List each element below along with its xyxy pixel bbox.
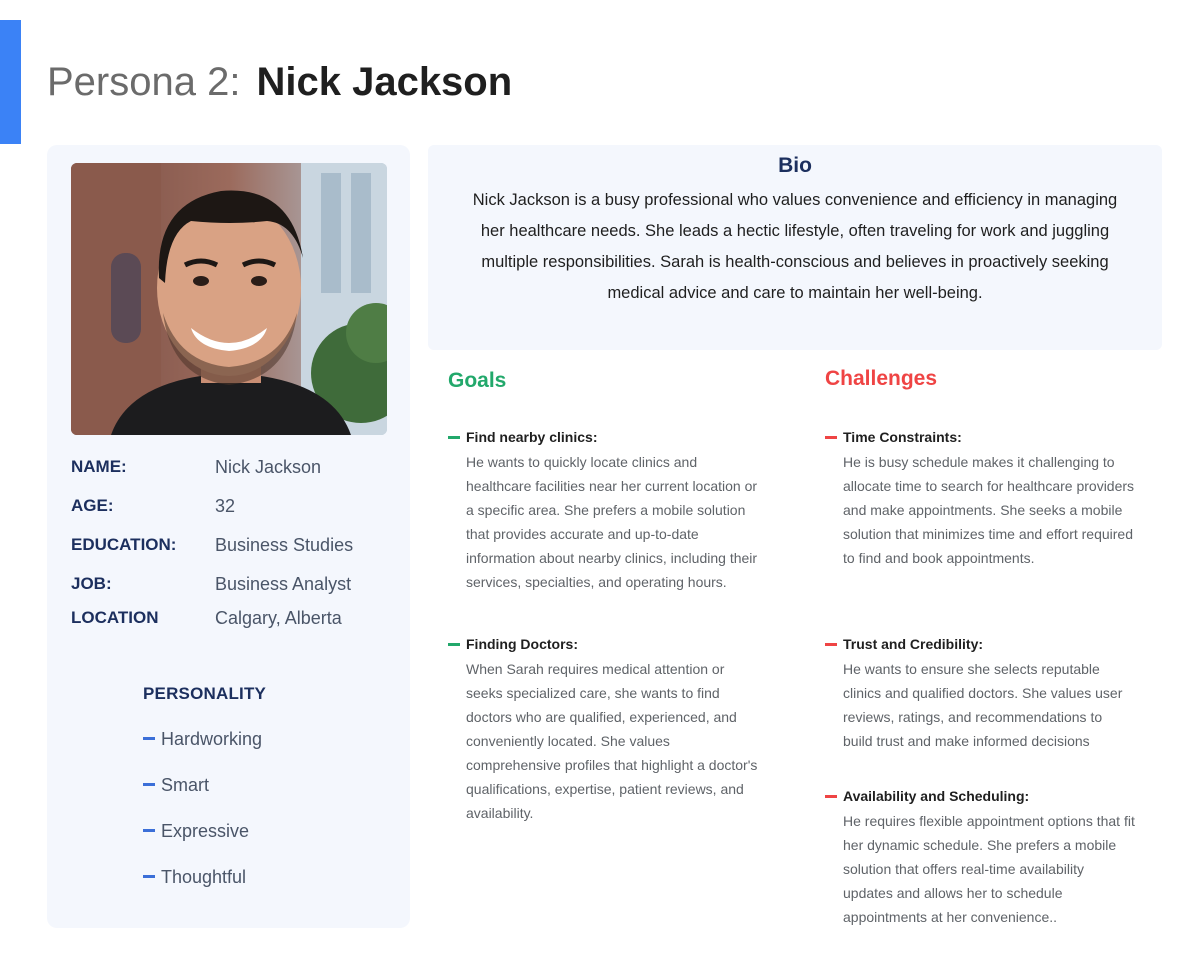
persona-number: Persona 2: [47,60,241,104]
dash-icon [143,829,155,832]
personality-label: Thoughtful [161,867,247,887]
dash-icon [143,875,155,878]
age-label: AGE: [71,496,114,515]
age-value: 32 [215,496,236,516]
challenge-text: He requires flexible appointment options that fit her dynamic schedule. She prefers a mobile solution that offers real-time availability updates and allows her to schedule appointments at her convenience.. [843,813,1135,925]
personality-label: Expressive [161,821,250,841]
challenge-heading: Trust and Credibility: [825,633,1135,655]
personality-item [143,729,262,750]
challenge-heading: Availability and Scheduling: [825,785,1135,807]
goal-heading: Finding Doctors: [448,633,758,655]
bio-heading: Bio [778,154,812,177]
goal-item [448,426,758,594]
profile-photo [71,163,387,435]
challenges-heading: Challenges [825,367,938,390]
job-label: JOB: [71,574,112,593]
location-value: Calgary, Alberta [215,608,342,628]
dash-icon [143,783,155,786]
challenge-item [825,633,1135,753]
name-value: Nick Jackson [215,457,322,477]
dash-icon [448,436,460,439]
challenge-text: He wants to ensure she selects reputable clinics and qualified doctors. She values user reviews, ratings, and recommendations to build trust and make informed decisions [843,661,1123,749]
bio-text: Nick Jackson is a busy professional who values convenience and efficiency in managing her healthcare needs. She leads a hectic lifestyle, often traveling for work and juggling multiple responsibilities. Sarah is health-conscious and believes in proactively seeking medical advice and care to maintain her well-being. [472,191,1118,302]
page-title [47,56,512,108]
personality-item [143,775,209,796]
personality-label: Smart [161,775,210,795]
location-label: LOCATION [71,608,159,627]
goal-text: He wants to quickly locate clinics and healthcare facilities near her current location or a specific area. She prefers a mobile solution that provides accurate and up-to-date information about nearby clinics, including their services, specialties, and operating hours. [466,454,758,590]
job-value: Business Analyst [215,574,352,594]
challenge-item [825,426,1135,570]
goals-heading: Goals [448,369,507,392]
goal-item [448,633,758,825]
education-label: EDUCATION: [71,535,177,554]
dash-icon [825,795,837,798]
dash-icon [825,436,837,439]
bio-card [428,145,1162,350]
goal-heading: Find nearby clinics: [448,426,758,448]
education-value: Business Studies [215,535,354,555]
personality-label: Hardworking [161,729,263,749]
dash-icon [825,643,837,646]
name-label: NAME: [71,457,127,476]
personality-heading: PERSONALITY [143,684,267,703]
personality-item [143,821,249,842]
dash-icon [448,643,460,646]
accent-bar [0,20,21,144]
profile-card [47,145,410,928]
challenge-text: He is busy schedule makes it challenging to allocate time to search for healthcare providers and make appointments. She seeks a mobile solution that minimizes time and effort required to find and book appointments. [843,454,1135,566]
challenge-item [825,785,1135,929]
challenge-heading: Time Constraints: [825,426,1135,448]
dash-icon [143,737,155,740]
personality-item [143,867,246,888]
persona-name: Nick Jackson [256,60,513,104]
goal-text: When Sarah requires medical attention or seeks specialized care, she wants to find doctors who are qualified, experienced, and conveniently located. She values comprehensive profiles that highlight a doctor's qualifications, expertise, patient reviews, and availability. [466,661,758,821]
